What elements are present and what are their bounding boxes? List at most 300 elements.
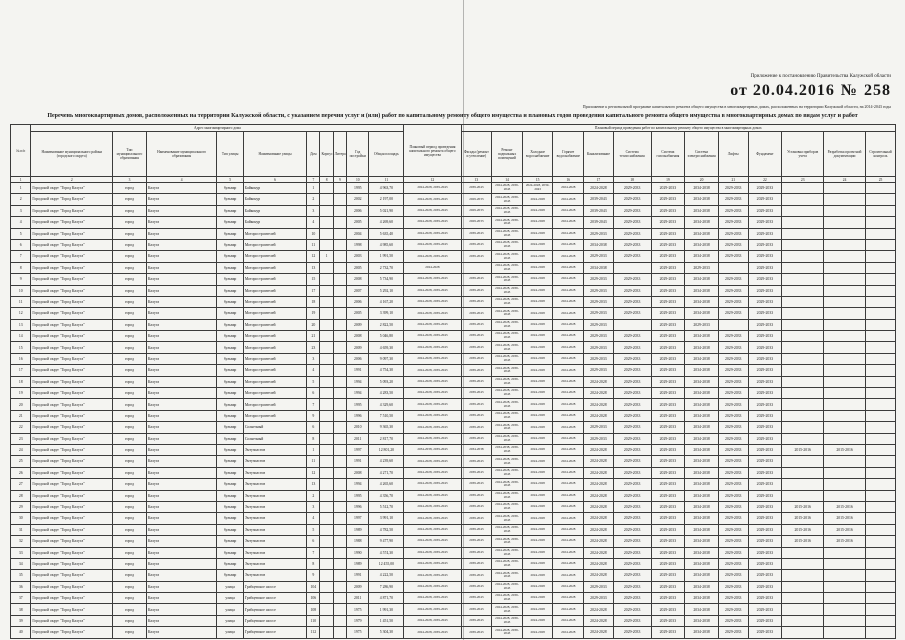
table-cell: Моторостроителей [243,353,306,364]
table-row [11,217,896,228]
table-cell: 1991 [347,570,369,581]
table-cell: 27 [11,479,31,490]
table-cell: 2 [11,194,31,205]
table-cell: 5 046,80 [369,331,404,342]
table-cell [866,296,896,307]
table-cell: 24 [11,444,31,455]
table-cell [866,331,896,342]
table-cell [782,627,824,638]
table-cell: Городской округ "Город Калуга" [31,274,113,285]
table-cell: бульвар [217,422,244,433]
table-cell: 2029-2033 [613,456,651,467]
table-cell: 2024-2028, 2039-2043 [404,274,461,285]
table-cell: 7 [307,399,320,410]
table-cell: 2034-2038 [685,433,719,444]
table-cell [824,547,866,558]
table-cell: 2034-2038 [685,422,719,433]
table-cell: 2024-2028 [553,251,584,262]
table-cell: 2029-2033 [613,444,651,455]
table-cell: 2034-2038 [685,285,719,296]
table-cell: 7 510,50 [369,410,404,421]
table-cell: 2024-2028 [522,433,553,444]
table-cell [333,342,346,353]
table-cell: 2024-2028 [553,422,584,433]
table-cell [824,183,866,194]
table-cell: 10 [11,285,31,296]
table-cell: 9 477,90 [369,536,404,547]
table-cell: 2029-2033 [651,490,685,501]
table-cell: 11 [307,239,320,250]
table-row [11,615,896,626]
column-number: 23 [782,177,824,183]
table-cell: 2039-2043 [461,410,492,421]
table-cell: город [113,501,147,512]
table-cell: 2005 [347,308,369,319]
table-cell: Моторостроителей [243,262,306,273]
table-row [11,308,896,319]
table-cell [782,205,824,216]
table-cell [333,308,346,319]
table-cell [866,467,896,478]
table-cell: 2029-2033 [718,467,748,478]
table-cell: 2029-2033 [718,570,748,581]
table-cell: 3 [307,501,320,512]
table-cell: 19 [307,308,320,319]
table-cell: 2039-2043 [461,536,492,547]
table-cell: 2024-2028 [553,239,584,250]
table-cell: 2024-2028, 2039-2043 [492,524,523,535]
table-cell: 2024-2028 [522,274,553,285]
column-number: 6 [243,177,306,183]
table-cell: 2029-2033 [613,342,651,353]
table-cell [824,228,866,239]
table-row [11,456,896,467]
table-cell: 2015-2016 [824,513,866,524]
table-cell: 2029-2033 [584,433,614,444]
table-cell: 2002 [347,194,369,205]
table-cell: 4 574,30 [369,547,404,558]
table-cell: Моторостроителей [243,319,306,330]
header-cell: Плановый период проведения капитального ремонта общего имущества [404,125,461,177]
table-cell: 2039-2043 [461,308,492,319]
table-cell: 2034-2038 [685,251,719,262]
table-cell: 15 [11,342,31,353]
table-cell: 3 [11,205,31,216]
table-cell [333,388,346,399]
table-cell [333,558,346,569]
table-cell [782,593,824,604]
table-cell [320,444,333,455]
table-cell: Городской округ "Город Калуга" [31,604,113,615]
table-cell: 4 269,60 [369,217,404,228]
table-cell: 2029-2033 [651,183,685,194]
appendix-block [561,74,891,109]
table-cell: город [113,296,147,307]
table-cell: улица [217,615,244,626]
table-cell: бульвар [217,524,244,535]
table-cell: 2029-2033 [651,558,685,569]
table-cell [333,410,346,421]
table-cell: бульвар [217,262,244,273]
table-cell: Городской округ "Город Калуга" [31,183,113,194]
table-cell: 2029-2033 [584,422,614,433]
column-number: 14 [492,177,523,183]
table-cell: 2029-2033 [613,558,651,569]
table-cell: Калуга [146,365,216,376]
table-cell: 2029-2033 [613,353,651,364]
table-cell: 2024-2028 [584,410,614,421]
table-cell [613,319,651,330]
column-header: Система газоснабжения [651,132,685,177]
table-cell: 2024-2028 [553,331,584,342]
table-cell: 108 [307,604,320,615]
table-cell: 2024-2028 [553,353,584,364]
table-cell: 2029-2033 [584,274,614,285]
column-number: 15 [522,177,553,183]
table-cell: 13 [307,262,320,273]
table-row [11,388,896,399]
table-cell: город [113,467,147,478]
table-cell: Городской округ "Город Калуга" [31,262,113,273]
table-cell: Энтузиастов [243,501,306,512]
table-cell: 2039-2043 [461,365,492,376]
table-cell: 2024-2028 [553,376,584,387]
table-cell: Калуга [146,490,216,501]
table-cell [824,558,866,569]
table-cell: 2029-2033 [613,388,651,399]
table-cell: 2029-2033 [718,353,748,364]
table-cell: город [113,604,147,615]
table-cell: бульвар [217,490,244,501]
table-cell [866,365,896,376]
table-cell: город [113,547,147,558]
column-header: Литера [333,132,346,177]
table-cell: 2024-2028 [522,479,553,490]
table-cell: 2034-2038 [685,365,719,376]
table-cell: 2024-2028, 2039-2043 [404,296,461,307]
table-cell: Байконур [243,217,306,228]
table-cell: 2029-2033 [748,593,782,604]
table-cell [824,365,866,376]
table-cell: 2034-2038 [685,239,719,250]
table-cell: город [113,490,147,501]
table-cell [333,513,346,524]
table-cell: 2029-2033 [613,422,651,433]
column-number: 19 [651,177,685,183]
table-cell [320,296,333,307]
table-cell: 1 451,50 [369,615,404,626]
table-cell: 11 [307,456,320,467]
table-cell [866,399,896,410]
appendix-date: 20.04.2016 [752,82,835,99]
table-cell: 5 [307,524,320,535]
table-cell: Городской округ "Город Калуга" [31,433,113,444]
table-cell: 2029-2033 [651,513,685,524]
table-cell: 2029-2033 [584,228,614,239]
table-cell [782,388,824,399]
table-cell: 26 [11,467,31,478]
table-cell: 8 [11,262,31,273]
table-cell: 2024-2028, 2039-2043 [492,410,523,421]
table-cell: 2024-2028 [553,274,584,285]
table-cell [320,604,333,615]
table-cell: 2024-2028 [553,308,584,319]
table-cell: Калуга [146,536,216,547]
table-row [11,581,896,592]
table-cell: 2011 [347,433,369,444]
table-cell: 2024-2028, 2039-2043 [492,296,523,307]
table-cell [824,217,866,228]
table-cell: 2024-2028 [553,183,584,194]
table-cell: 2029-2033 [613,547,651,558]
table-cell [782,239,824,250]
table-cell: 2039-2043 [461,604,492,615]
table-cell [320,331,333,342]
table-cell: бульвар [217,547,244,558]
table-cell: 2029-2033 [651,353,685,364]
table-cell: 2029-2033 [651,285,685,296]
table-cell: 2039-2043 [461,456,492,467]
column-header: Наименование улицы [243,132,306,177]
table-cell: 2029-2033 [613,217,651,228]
table-cell: 2039-2043 [461,490,492,501]
table-cell: 3 991,10 [369,513,404,524]
table-row [11,536,896,547]
table-cell: бульвар [217,308,244,319]
table-cell: 2024-2028, 2039-2043 [492,274,523,285]
table-cell [824,399,866,410]
table-cell: 2024-2028, 2039-2043 [492,615,523,626]
table-cell [824,479,866,490]
table-row [11,593,896,604]
table-cell: 2024-2028 [584,536,614,547]
table-cell: 2034-2038 [685,342,719,353]
table-cell: 2009 [347,581,369,592]
table-cell: 40 [11,627,31,638]
table-cell [824,456,866,467]
table-cell: 1 [307,183,320,194]
column-number: 10 [347,177,369,183]
table-cell: 2024-2028 [553,399,584,410]
table-cell: 2039-2043 [461,251,492,262]
table-cell: Городской округ "Город Калуга" [31,217,113,228]
table-cell: 1 [320,251,333,262]
table-cell: Городской округ "Город Калуга" [31,365,113,376]
table-cell: 2029-2033 [651,422,685,433]
table-cell: 34 [11,558,31,569]
table-cell: 2024-2028 [584,627,614,638]
table-cell: 2029-2033 [651,593,685,604]
table-cell: 2029-2033 [748,479,782,490]
table-cell: бульвар [217,353,244,364]
table-cell: 2015-2016 [824,536,866,547]
table-cell [333,627,346,638]
table-cell: 2029-2033 [718,205,748,216]
table-cell: 2029-2033 [748,410,782,421]
table-cell: 2029-2033 [748,262,782,273]
table-cell: Калуга [146,388,216,399]
table-cell [866,558,896,569]
table-cell: 2024-2028, 2039-2043 [404,513,461,524]
table-cell: Городской округ "Город Калуга" [31,422,113,433]
table-cell [333,205,346,216]
table-cell: Городской округ "Город Калуга" [31,388,113,399]
table-cell: 2024-2028 [522,353,553,364]
table-cell [333,501,346,512]
table-cell: 1979 [347,615,369,626]
table-cell: 2024-2028, 2039-2043 [492,331,523,342]
table-cell: 2024-2028 [522,342,553,353]
table-cell: Калуга [146,262,216,273]
table-cell: 2024-2028, 2039-2043 [492,262,523,273]
table-cell: бульвар [217,456,244,467]
table-cell: 2024-2028 [522,239,553,250]
table-cell: 2029-2033 [651,399,685,410]
table-cell: город [113,319,147,330]
table-cell: 2024-2028, 2039-2043 [404,228,461,239]
table-row [11,376,896,387]
table-cell: 2029-2033 [748,615,782,626]
table-cell: город [113,399,147,410]
table-cell: 2029-2033 [613,581,651,592]
table-cell [866,627,896,638]
table-cell [866,593,896,604]
table-cell: 2029-2033 [718,376,748,387]
table-cell: 8 [307,558,320,569]
table-cell: 2039-2043 [584,194,614,205]
table-cell [320,365,333,376]
table-cell: 2029-2033 [613,399,651,410]
table-cell [320,342,333,353]
table-cell: 2024-2028, 2039-2043 [404,308,461,319]
table-cell [782,262,824,273]
table-cell: 2024-2028, 2039-2043 [492,365,523,376]
table-cell: 2034-2038 [685,536,719,547]
table-cell [824,331,866,342]
table-cell: 2024-2028 [522,581,553,592]
table-cell: 2024-2028, 2039-2043 [404,501,461,512]
table-cell: Городской округ "Город Калуга" [31,342,113,353]
table-cell: 2029-2033 [748,228,782,239]
table-cell [824,251,866,262]
table-cell: 12 801,20 [369,444,404,455]
table-cell [866,604,896,615]
column-header: Год постройки [347,132,369,177]
table-cell: 2024-2028, 2039-2043 [492,604,523,615]
table-cell [782,353,824,364]
table-cell [320,570,333,581]
table-cell: Моторостроителей [243,308,306,319]
table-cell: 2024-2028 [553,433,584,444]
table-cell: Моторостроителей [243,274,306,285]
table-cell: 2024-2028, 2039-2043 [492,319,523,330]
table-cell: 2024-2028, 2039-2043 [404,558,461,569]
table-cell: 2024-2028, 2039-2043 [404,331,461,342]
table-cell: Энтузиастов [243,444,306,455]
table-cell: 25 [11,456,31,467]
table-cell: 2004 [347,228,369,239]
table-cell: 2029-2033 [651,262,685,273]
table-cell [824,319,866,330]
table-cell [824,615,866,626]
table-row [11,331,896,342]
table-cell: 2029-2033 [651,604,685,615]
table-cell [320,183,333,194]
column-header: Разработка проектной документации [824,132,866,177]
table-cell: бульвар [217,285,244,296]
table-cell [320,205,333,216]
column-number: 12 [404,177,461,183]
table-cell: 2039-2043 [461,353,492,364]
table-row [11,422,896,433]
table-cell: 2009 [347,342,369,353]
table-cell [866,194,896,205]
table-cell: 2029-2033 [651,410,685,421]
table-cell [333,581,346,592]
table-cell: 2029-2033 [718,536,748,547]
table-cell: город [113,228,147,239]
table-cell: 2029-2033 [651,239,685,250]
table-cell: Байконур [243,205,306,216]
table-cell: город [113,353,147,364]
table-cell: 4 329,60 [369,399,404,410]
table-cell: 2024-2028, 2039-2043 [492,194,523,205]
table-cell: бульвар [217,558,244,569]
table-cell [613,262,651,273]
table-cell: Энтузиастов [243,570,306,581]
table-cell [320,581,333,592]
table-cell [333,604,346,615]
table-cell: 20 [307,319,320,330]
table-cell: Городской округ "Город Калуга" [31,615,113,626]
table-cell: 2029-2033 [651,536,685,547]
table-cell [320,490,333,501]
table-cell: 2024-2028, 2039-2043 [492,593,523,604]
table-cell: 8 [307,433,320,444]
column-number: 22 [748,177,782,183]
table-cell: бульвар [217,410,244,421]
table-cell: город [113,456,147,467]
table-cell: 2024-2028, 2039-2043 [492,399,523,410]
table-row [11,342,896,353]
table-cell: 2039-2043 [461,501,492,512]
table-cell: 12 [11,308,31,319]
table-cell: 2024-2028, 2039-2043 [492,501,523,512]
table-cell: 2024-2028, 2039-2043 [522,183,553,194]
table-cell: 2024-2028 [553,627,584,638]
table-cell: 2029-2033 [651,205,685,216]
table-cell: Калуга [146,342,216,353]
table-cell: 2039-2043 [461,296,492,307]
table-cell [333,490,346,501]
table-cell: 2029-2033 [613,285,651,296]
table-cell [824,627,866,638]
table-cell: 2029-2033 [748,319,782,330]
table-cell: 2024-2028 [584,524,614,535]
table-cell: 2029-2033 [651,581,685,592]
table-cell [866,581,896,592]
table-cell: бульвар [217,239,244,250]
table-cell: 2024-2028 [553,388,584,399]
table-cell: 2024-2028, 2039-2043 [404,456,461,467]
table-cell [320,547,333,558]
table-cell: 2029-2033 [613,433,651,444]
table-cell: 2029-2033 [613,183,651,194]
table-cell: Калуга [146,456,216,467]
table-cell [320,308,333,319]
table-cell: 2024-2028, 2039-2043 [404,547,461,558]
table-cell: Городской округ "Город Калуга" [31,251,113,262]
